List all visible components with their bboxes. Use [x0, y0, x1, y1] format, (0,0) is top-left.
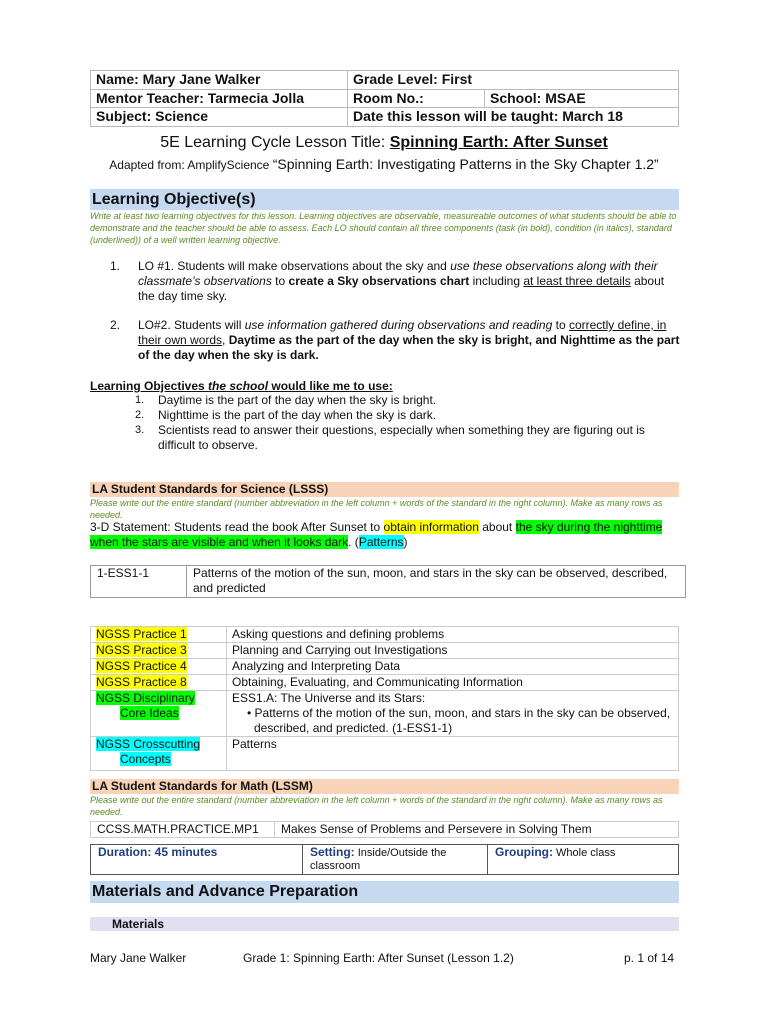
statement-crosscutting-highlight: Patterns	[358, 535, 404, 549]
adapted-source: “Spinning Earth: Investigating Patterns in the Sky Chapter 1.2”	[272, 156, 659, 172]
lesson-title-prefix: 5E Learning Cycle Lesson Title:	[160, 134, 390, 151]
lo1-part: LO #1. Students will make observations about the sky and	[138, 259, 451, 273]
teacher-name: Name: Mary Jane Walker	[91, 71, 348, 90]
lo1-part: about the day time sky.	[138, 274, 665, 303]
table-row	[91, 566, 686, 598]
table-row	[91, 643, 679, 659]
list-text: Nighttime is the part of the day when the sky is dark.	[158, 408, 437, 422]
objectives-note: Write at least two learning objectives for this lesson. Learning objectives are observable, measureable outcomes of what students should be able to demonstrate and the teacher should be able to assess. Each LO should contain all three components (task (in bold), condition (in italics), standard (underlined)) of a well written learning objective.	[90, 211, 677, 245]
school-name: School: MSAE	[485, 89, 679, 108]
ngss-practice-label: NGSS Practice 4	[96, 659, 187, 673]
math-standard-code: CCSS.MATH.PRACTICE.MP1	[91, 822, 275, 838]
adapted-prefix: Adapted from: AmplifyScience	[109, 158, 273, 172]
ngss-practice-text: Obtaining, Evaluating, and Communicating Information	[227, 675, 679, 691]
ngss-label-cell	[91, 675, 227, 691]
ngss-practice-text: Planning and Carrying out Investigations	[227, 643, 679, 659]
school-heading-part: the school	[208, 379, 269, 393]
room-number: Room No.:	[348, 89, 485, 108]
objectives-heading: Learning Objective(s)	[90, 189, 679, 210]
adapted-from	[0, 156, 768, 172]
school-heading-part: Learning Objectives	[90, 379, 209, 393]
ngss-practice-text: Analyzing and Interpreting Data	[227, 659, 679, 675]
footer-page-number: p. 1 of 14	[624, 951, 675, 965]
footer-lesson: Grade 1: Spinning Earth: After Sunset (Lesson 1.2)	[243, 951, 514, 965]
setting-value: Inside/Outside the classroom	[310, 847, 447, 872]
table-row	[91, 627, 679, 643]
materials-subheading: Materials	[90, 917, 679, 931]
grade-level: Grade Level: First	[348, 71, 679, 90]
ngss-practice-label: NGSS Practice 1	[96, 627, 187, 641]
statement-part: 3-D Statement: Students read the book After Sunset to	[90, 520, 384, 534]
statement-part: . (	[348, 535, 359, 549]
grouping-label: Grouping:	[495, 845, 553, 859]
ngss-crosscutting-label: Concepts	[120, 752, 171, 766]
lo1-part: to	[271, 274, 289, 288]
ngss-practice-label: NGSS Practice 8	[96, 675, 187, 689]
statement-dci-highlight: the sky during the nighttime when the stars are visible and when it looks dark	[90, 520, 663, 549]
list-item	[135, 393, 680, 408]
lesson-title	[0, 134, 768, 152]
ngss-dci-text	[227, 691, 679, 737]
lo2-condition: use information gathered during observations and reading	[244, 318, 553, 332]
duration-cell	[91, 845, 303, 875]
lesson-title-name: Spinning Earth: After Sunset	[389, 134, 608, 151]
lo1-condition: use these observations along with their classmate’s observations	[138, 259, 658, 288]
school-objectives-list	[135, 393, 680, 453]
lssm-note: Please write out the entire standard (number abbreviation in the left column + words of the standard in the right column). Make as many rows as needed.	[90, 795, 663, 817]
lo2-standard: correctly define, in their own words	[138, 318, 667, 347]
logistics-table	[90, 844, 679, 875]
footer-author: Mary Jane Walker	[90, 951, 187, 965]
header-table	[90, 70, 679, 127]
lo1-standard: at least three details	[523, 274, 631, 288]
list-item	[135, 408, 680, 423]
table-row	[91, 675, 679, 691]
lo2-number: 2.	[110, 318, 121, 332]
lo2-part: LO#2. Students will	[138, 318, 245, 332]
table-row	[91, 737, 679, 771]
standard-text: Patterns of the motion of the sun, moon, and stars in the sky can be observed, described, and predicted	[187, 566, 686, 598]
lsss-heading: LA Student Standards for Science (LSSS)	[90, 482, 679, 497]
ngss-practice-label: NGSS Practice 3	[96, 643, 187, 657]
math-standard-text: Makes Sense of Problems and Persevere in Solving Them	[275, 822, 679, 838]
table-row	[91, 845, 679, 875]
ngss-label-cell	[91, 691, 227, 737]
list-number: 3.	[135, 424, 145, 436]
dci-title: ESS1.A: The Universe and its Stars:	[232, 691, 426, 705]
table-row	[91, 691, 679, 737]
list-text: Scientists read to answer their questions, especially when something they are figuring out is difficult to observe.	[158, 423, 645, 452]
ngss-label-cell	[91, 737, 227, 771]
grouping-value: Whole class	[556, 847, 616, 859]
ngss-label-cell	[91, 643, 227, 659]
lo1-number: 1.	[110, 259, 121, 273]
dci-bullet: • Patterns of the motion of the sun, moon, and stars in the sky can be observed, described, and predicted. (1-ESS1-1)	[247, 706, 671, 735]
ngss-crosscutting-text: Patterns	[227, 737, 679, 771]
duration: Duration: 45 minutes	[98, 845, 218, 859]
lo2-part: ,	[222, 333, 229, 347]
table-row	[91, 822, 679, 838]
ngss-label-cell	[91, 659, 227, 675]
grouping-cell	[488, 845, 679, 875]
statement-practice-highlight: obtain information	[383, 520, 479, 534]
ngss-dci-label: NGSS Disciplinary	[96, 691, 195, 705]
statement-part: )	[403, 535, 408, 549]
subject: Subject: Science	[91, 108, 348, 127]
list-number: 1.	[135, 394, 145, 406]
statement-part: about	[478, 520, 516, 534]
lo1-part: including	[469, 274, 524, 288]
ngss-dci-label: Core Ideas	[120, 706, 179, 720]
lo1-task: create a Sky observations chart	[288, 274, 470, 288]
three-d-statement	[90, 520, 679, 550]
list-text: Daytime is the part of the day when the sky is bright.	[158, 393, 437, 407]
ngss-practice-text: Asking questions and defining problems	[227, 627, 679, 643]
school-objectives-heading	[90, 379, 393, 393]
lssm-standard-table	[90, 821, 679, 838]
materials-heading: Materials and Advance Preparation	[90, 881, 679, 903]
learning-objective-1	[110, 259, 680, 304]
ngss-label-cell	[91, 627, 227, 643]
lssm-heading: LA Student Standards for Math (LSSM)	[90, 779, 679, 794]
lesson-date: Date this lesson will be taught: March 18	[348, 108, 679, 127]
ngss-table	[90, 626, 679, 771]
table-row	[91, 659, 679, 675]
learning-objective-2	[110, 318, 680, 363]
school-heading-part: would like me to use:	[268, 379, 393, 393]
standard-code: 1-ESS1-1	[91, 566, 187, 598]
ngss-crosscutting-label: NGSS Crosscutting	[96, 737, 201, 751]
setting-label: Setting:	[310, 845, 355, 859]
list-number: 2.	[135, 409, 145, 421]
lo2-task: Daytime as the part of the day when the sky is bright, and Nighttime as the part of the day when the sky is dark.	[138, 333, 680, 362]
lsss-standard-table	[90, 565, 686, 598]
setting-cell	[303, 845, 488, 875]
lo2-part: to	[552, 318, 569, 332]
lsss-note: Please write out the entire standard (number abbreviation in the left column + words of the standard in the right column). Make as many rows as needed.	[90, 498, 663, 520]
mentor-teacher: Mentor Teacher: Tarmecia Jolla	[91, 89, 348, 108]
list-item	[135, 423, 680, 453]
